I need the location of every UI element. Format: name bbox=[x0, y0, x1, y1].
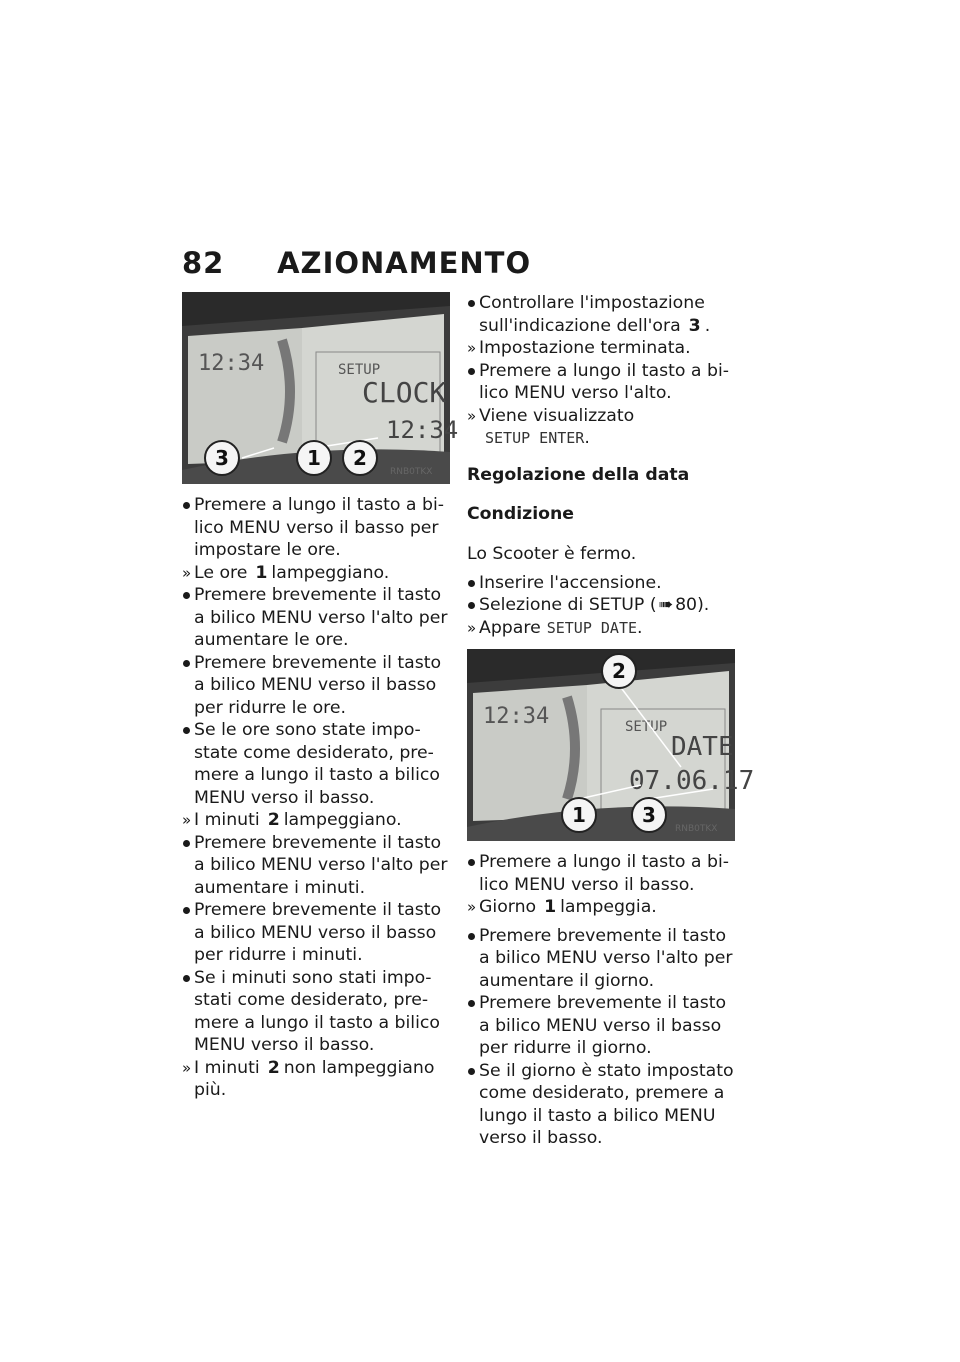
dashboard-clock-image bbox=[182, 292, 459, 484]
instruction-bullet: Premere brevemente il tasto a bilico MENU verso l'alto per aumentare il giorno. bbox=[479, 925, 733, 991]
right-column bbox=[467, 292, 755, 1150]
figure-date-display bbox=[467, 649, 755, 841]
instruction-bullet: Controllare l'impostazione sull'indicazione dell'ora 3 . bbox=[479, 293, 711, 336]
instruction-bullet: Se i minuti sono stati impostati come desiderato, premere a lungo il tasto a bilico MENU verso il basso. bbox=[194, 967, 440, 1055]
result-line: » I minuti 2 lampeggiano. bbox=[182, 810, 402, 830]
instruction-bullet: Premere brevemente il tasto a bilico MENU verso il basso per ridurre le ore. bbox=[194, 652, 442, 718]
page-header bbox=[182, 246, 531, 280]
callout-1: 1 bbox=[572, 803, 586, 828]
instruction-bullet: Selezione di SETUP ( ➠ 80). bbox=[479, 595, 710, 616]
watermark: RNB0TKX bbox=[675, 824, 718, 835]
result-line: » Appare SETUP DATE. bbox=[467, 617, 643, 638]
instruction-bullet: Premere a lungo il tasto a bilico MENU verso il basso. bbox=[479, 852, 730, 895]
result-line: » I minuti 2 non lampeggiano più. bbox=[182, 1057, 435, 1100]
display-message: SETUP DATE bbox=[546, 618, 638, 637]
result-line: » Impostazione terminata. bbox=[467, 338, 691, 358]
instruction-bullet: Premere brevemente il tasto a bilico MENU verso il basso per ridurre i minuti. bbox=[194, 900, 442, 965]
result-line: » Giorno 1 lampeggia. bbox=[467, 897, 657, 918]
left-column bbox=[182, 292, 459, 1102]
condition-text: Lo Scooter è fermo. bbox=[467, 544, 637, 565]
callout-2: 2 bbox=[612, 659, 626, 684]
instruction-bullet: Premere brevemente il tasto a bilico MENU verso l'alto per aumentare le ore. bbox=[194, 585, 448, 650]
instruction-bullet: Inserire l'accensione. bbox=[479, 572, 662, 593]
dashboard-date-image bbox=[467, 649, 755, 841]
result-line: » Viene visualizzato bbox=[467, 405, 635, 426]
section-heading: Regolazione della data bbox=[467, 464, 690, 485]
condition-heading: Condizione bbox=[467, 504, 575, 525]
page-reference[interactable]: 80 bbox=[675, 595, 698, 616]
instruction-bullet: Premere brevemente il tasto a bilico MENU verso il basso per ridurre il giorno. bbox=[479, 993, 727, 1059]
display-mode-label: CLOCK bbox=[362, 376, 447, 409]
instruction-bullet: Premere brevemente il tasto a bilico MENU verso l'alto per aumentare i minuti. bbox=[194, 832, 448, 898]
instruction-bullet: Se il giorno è stato impostato come desiderato, premere a lungo il tasto a bilico MENU verso il basso. bbox=[479, 1060, 734, 1149]
page-title: AZIONAMENTO bbox=[277, 246, 532, 280]
page-number: 82 bbox=[182, 246, 225, 280]
display-message: SETUP ENTER bbox=[485, 429, 585, 447]
display-message-line: SETUP ENTER. bbox=[467, 427, 737, 450]
display-left-time: 12:34 bbox=[483, 704, 550, 730]
callout-3: 3 bbox=[642, 803, 656, 828]
callout-1: 1 bbox=[307, 446, 321, 470]
page-reference-arrow-icon: ➠ bbox=[658, 595, 674, 616]
instruction-bullet: Premere a lungo il tasto a bilico MENU verso l'alto. bbox=[479, 360, 730, 403]
instruction-bullet: Premere a lungo il tasto a bilico MENU verso il basso per impostare le ore. bbox=[194, 495, 445, 560]
figure-clock-display bbox=[182, 292, 459, 484]
result-line: » Le ore 1 lampeggiano. bbox=[182, 562, 390, 583]
callout-2: 2 bbox=[353, 446, 367, 470]
display-setup-label: SETUP bbox=[338, 362, 381, 378]
display-left-time: 12:34 bbox=[198, 351, 265, 376]
callout-3: 3 bbox=[215, 446, 229, 470]
instruction-bullet: Se le ore sono state impostate come desiderato, premere a lungo il tasto a bilico MENU verso il basso. bbox=[194, 720, 440, 808]
display-date: 07.06.17 bbox=[629, 766, 755, 797]
display-mode-label: DATE bbox=[671, 732, 734, 763]
display-setup-label: SETUP bbox=[625, 719, 668, 736]
display-time: 12:34 bbox=[386, 416, 459, 444]
watermark: RNB0TKX bbox=[390, 467, 433, 477]
